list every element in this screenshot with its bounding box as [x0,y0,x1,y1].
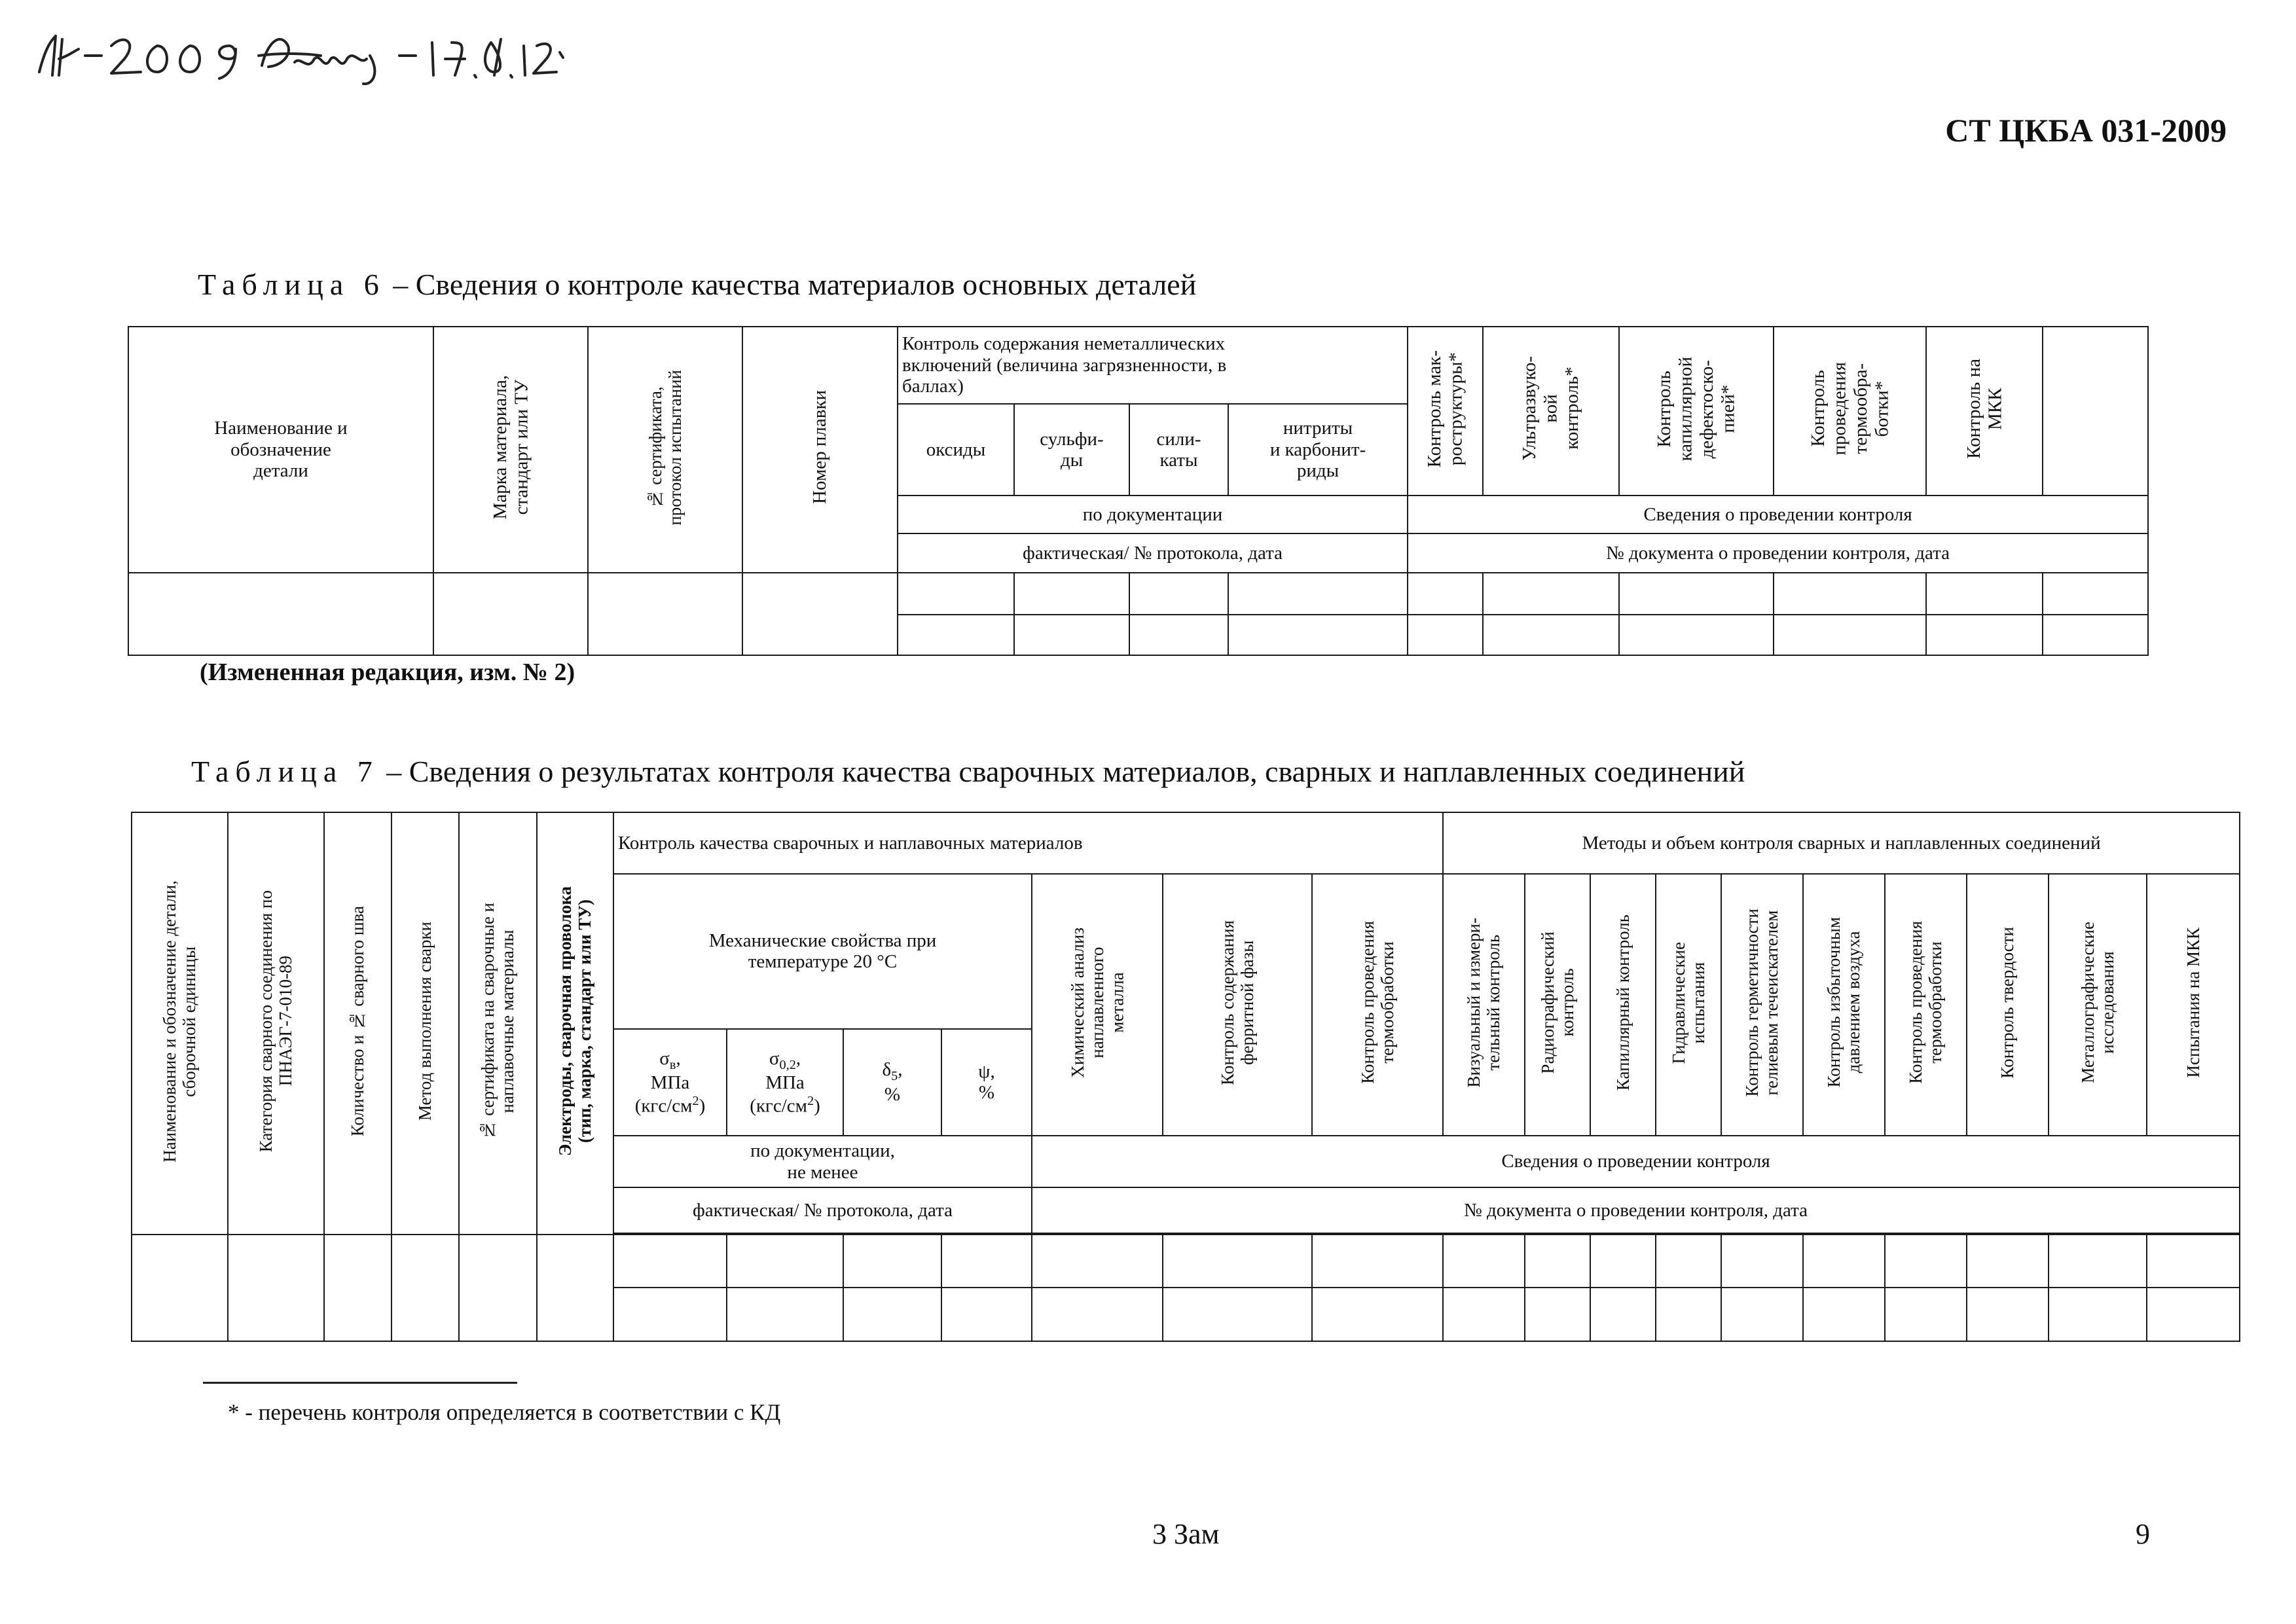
table-6-label: Таблица 6 [198,268,386,301]
revision-note: (Измененная редакция, изм. № 2) [200,659,575,686]
table-row [132,1235,2240,1288]
table-6-caption [198,267,1196,302]
table-row [128,573,2148,615]
handwritten-annotation [33,26,570,85]
header-nitrides: нитриты и карбонит- риды [1228,404,1408,496]
header-by-docs: по документации [898,496,1408,533]
document-code: СТ ЦКБА 031-2009 [1945,112,2227,149]
header-mech-props: Механические свойства при температуре 20 °С [613,874,1032,1029]
header-chem: Химический анализ наплавленного металла [1032,874,1163,1136]
header-seam-count: Количество и № сварного шва [324,812,392,1235]
header-actual: фактическая/ № протокола, дата [898,533,1408,573]
header-metallography: Металлографические исследования [2049,874,2147,1136]
header-heat-treat-a: Контроль проведения термообработки [1312,874,1443,1136]
header-sigma-b: $\sigma_в$, МПа $(кгс/см^2)$ [613,1029,727,1136]
header-control-info: Сведения о проведении контроля [1032,1136,2240,1188]
header-mkk: Испытания на МКК [2147,874,2240,1136]
header-hydro: Гидравлические испытания [1656,874,1721,1136]
page-number: 9 [2136,1518,2150,1550]
header-heat-treat-b: Контроль проведения термообработки [1885,874,1967,1136]
header-air: Контроль избыточным давлением воздуха [1803,874,1885,1136]
header-heat-number: Номер плавки [742,327,898,573]
header-empty [2043,327,2148,496]
header-hardness: Контроль твердости [1967,874,2049,1136]
header-electrodes: Электроды, сварочная проволока (тип, марка, стандарт или ТУ) [537,812,613,1235]
header-certificate: № сертификата на сварочные и наплавочные материалы [459,812,537,1235]
header-macrostructure: Контроль мак- роструктуры* [1408,327,1483,496]
table-7 [131,812,2240,1342]
header-ultrasonic: Ультразвуко- вой контроль* [1483,327,1619,496]
footnote-separator [203,1382,517,1384]
header-part-name: Наименование и обозначение детали [128,327,433,573]
table-7-title: – Сведения о результатах контроля качества сварочных материалов, сварных и наплавленных соединений [378,755,1745,788]
header-silicates: сили- каты [1129,404,1228,496]
header-by-docs: по документации, не менее [613,1136,1032,1188]
header-ferrite: Контроль содержания ферритной фазы [1163,874,1312,1136]
header-methods-group: Методы и объем контроля сварных и наплавленных соединений [1443,812,2240,874]
header-doc-number: № документа о проведении контроля, дата [1408,533,2148,573]
header-capillary: Капиллярный контроль [1590,874,1656,1136]
header-method: Метод выполнения сварки [392,812,459,1235]
table-7-caption [191,754,1745,789]
table-6-title: – Сведения о контроле качества материалов основных деталей [385,268,1197,301]
footnote: * - перечень контроля определяется в соответствии с КД [228,1399,781,1425]
header-material: Марка материала, стандарт или ТУ [433,327,588,573]
header-category: Категория сварного соединения по ПНАЭГ-7-010-89 [228,812,324,1235]
table-7-label: Таблица 7 [191,755,379,788]
revision-mark: 3 Зам [1152,1518,1220,1550]
header-helium: Контроль герметичности гелиевым течеискателем [1721,874,1803,1136]
header-certificate: № сертификата, протокол испытаний [588,327,742,573]
header-sulfides: сульфи- ды [1014,404,1129,496]
header-welding-materials-group: Контроль качества сварочных и наплавочных материалов [613,812,1443,874]
header-inclusions-group: Контроль содержания неметаллических включений (величина загрязненности, в баллах) [898,327,1408,404]
header-visual: Визуальный и измери- тельный контроль [1443,874,1525,1136]
header-mkk: Контроль на МКК [1926,327,2043,496]
header-heat-treatment: Контроль проведения термообра- ботки* [1774,327,1926,496]
header-radio: Радиографический контроль [1525,874,1590,1136]
header-delta: $\delta_5$, % [843,1029,941,1136]
header-doc-number: № документа о проведении контроля, дата [1032,1187,2240,1233]
header-psi: ψ, % [941,1029,1032,1136]
header-sigma-02: $\sigma_{0,2}$, МПа $(кгс/см^2)$ [727,1029,843,1136]
header-actual: фактическая/ № протокола, дата [613,1187,1032,1233]
header-control-info: Сведения о проведении контроля [1408,496,2148,533]
table-6 [128,326,2149,656]
header-oxides: оксиды [898,404,1014,496]
header-penetrant: Контроль капиллярной дефектоско- пией* [1619,327,1774,496]
header-name: Наименование и обозначение детали, сборочной единицы [132,812,228,1235]
